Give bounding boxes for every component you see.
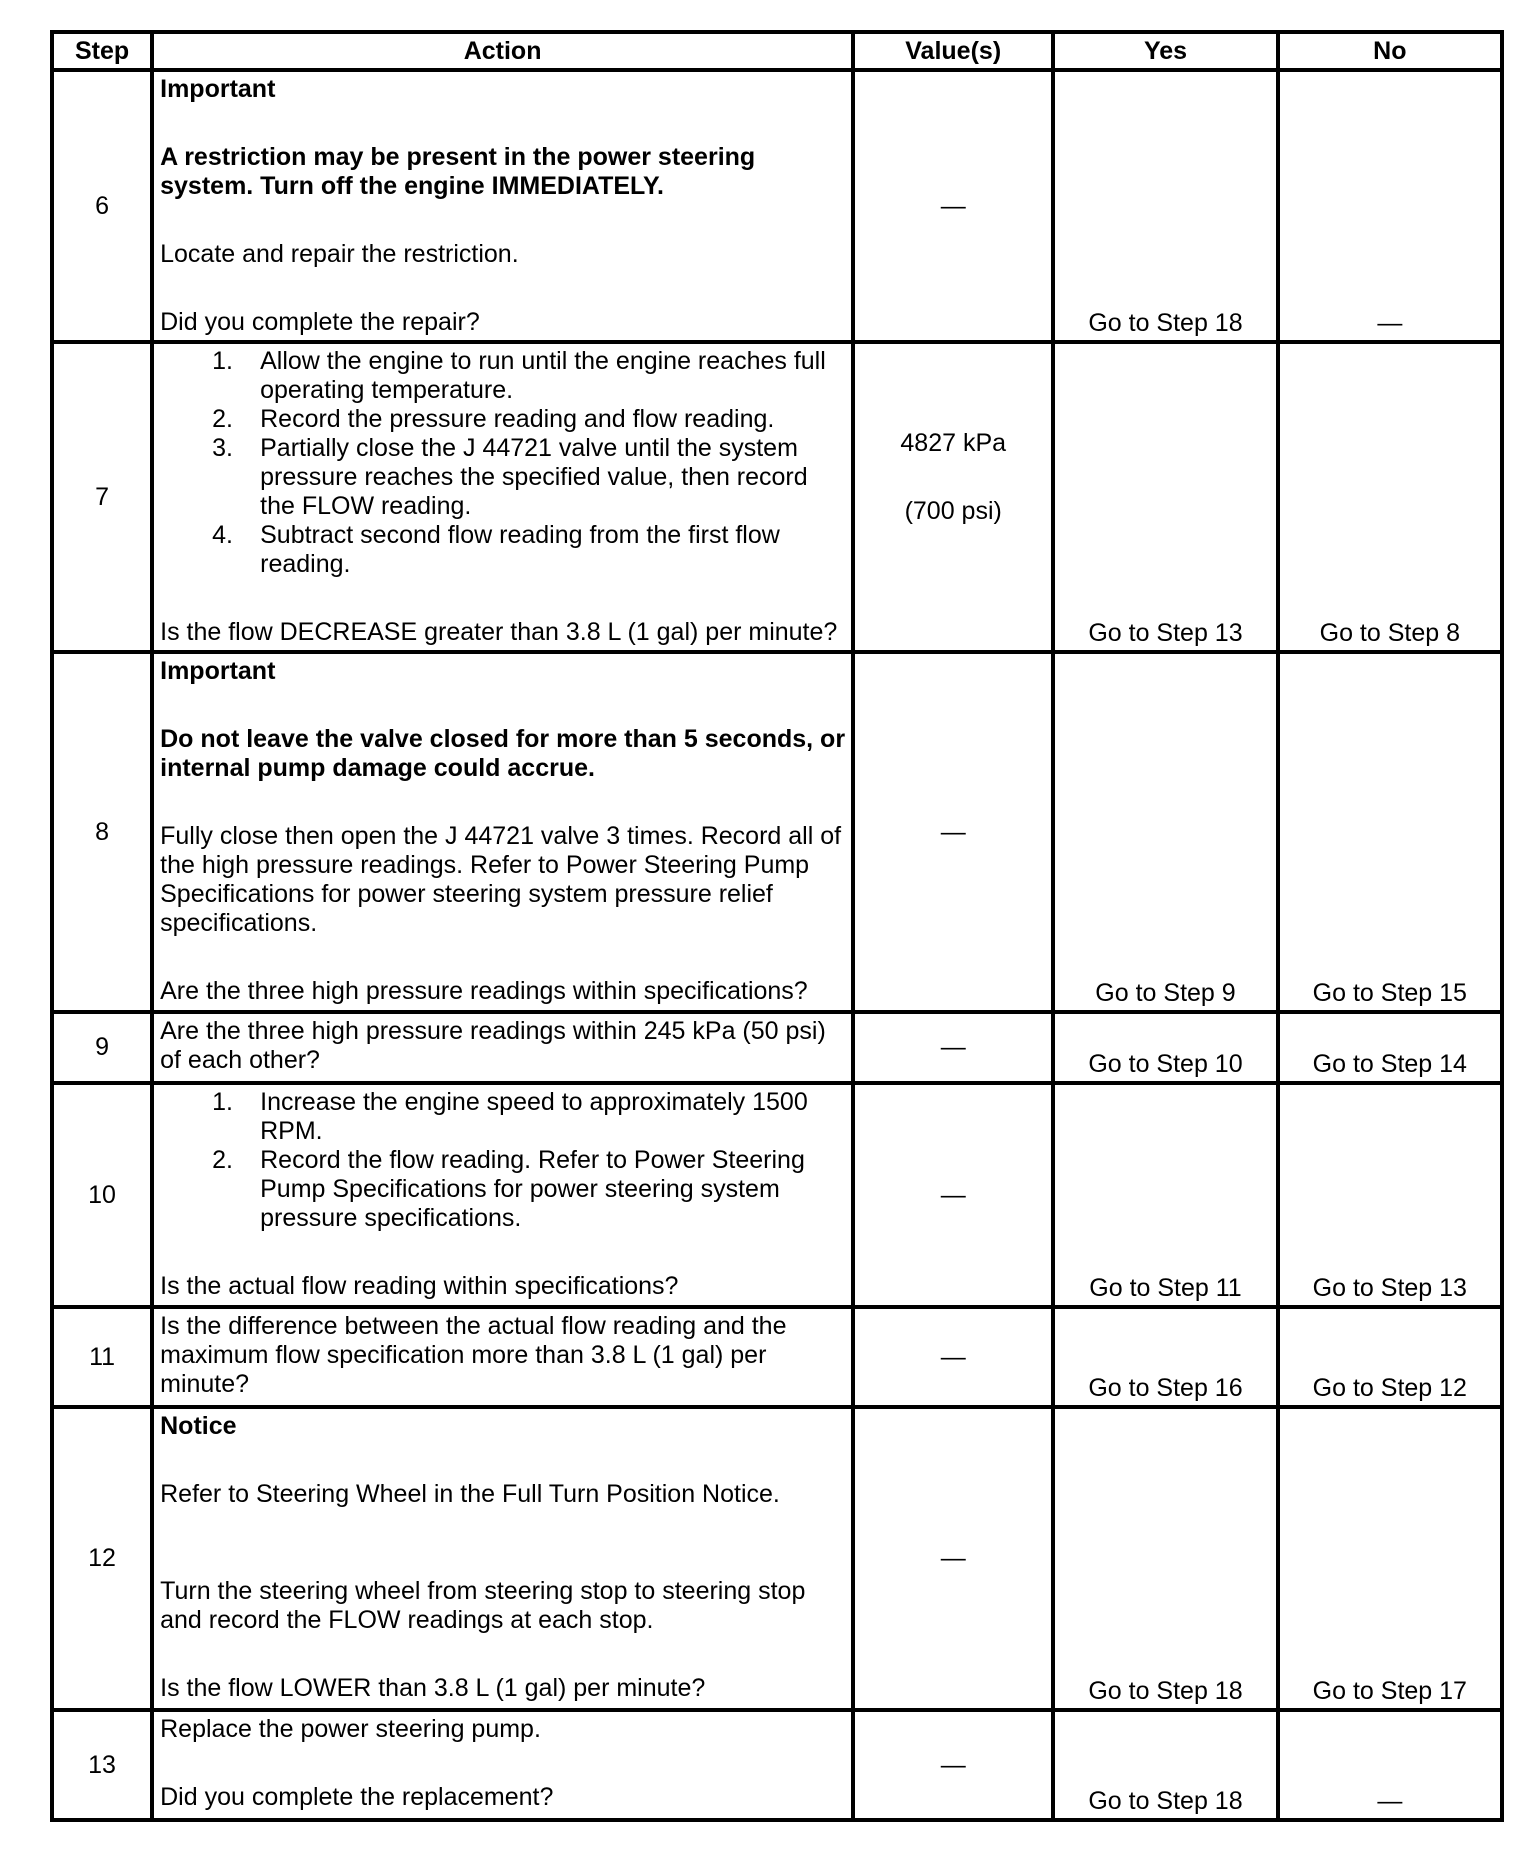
value-psi: (700 psi) [904, 497, 1002, 525]
header-yes: Yes [1053, 32, 1277, 70]
value-cell [853, 1083, 1053, 1307]
action-cell [152, 1083, 853, 1307]
no-cell: Go to Step 15 [1278, 652, 1502, 1012]
numbered-list [160, 347, 845, 579]
list-number: 2. [212, 1146, 233, 1174]
list-item [206, 1088, 845, 1146]
action-text: Locate and repair the restriction. [160, 240, 519, 268]
action-text: the high pressure readings. Refer to Power Steering Pump [160, 851, 810, 879]
value-cell [853, 652, 1053, 1012]
yes-cell: Go to Step 16 [1053, 1307, 1277, 1407]
action-text: and record the FLOW readings at each stop. [160, 1606, 654, 1634]
important-text: system. Turn off the engine IMMEDIATELY. [160, 172, 664, 200]
value-cell [853, 1710, 1053, 1820]
value-cell [853, 1307, 1053, 1407]
action-text: Fully close then open the J 44721 valve 3 times. Record all of [160, 822, 842, 850]
question-text: Did you complete the replacement? [160, 1783, 554, 1811]
no-cell: Go to Step 17 [1278, 1407, 1502, 1710]
table-row-step-13 [52, 1710, 1502, 1820]
question-text: Did you complete the repair? [160, 308, 480, 336]
list-text: Record the flow reading. Refer to Power Steering [260, 1146, 805, 1174]
list-text: reading. [260, 550, 351, 578]
step-number: 11 [52, 1307, 152, 1407]
list-text: Record the pressure reading and flow reading. [260, 405, 775, 433]
table-row-step-11 [52, 1307, 1502, 1407]
action-text: Specifications for power steering system pressure relief [160, 880, 773, 908]
yes-cell: Go to Step 13 [1053, 342, 1277, 652]
action-text: Turn the steering wheel from steering stop to steering stop [160, 1577, 806, 1605]
notice-text: Refer to Steering Wheel in the Full Turn Position Notice. [160, 1480, 780, 1508]
list-text: the FLOW reading. [260, 492, 472, 520]
question-text: Are the three high pressure readings within specifications? [160, 977, 808, 1005]
step-number: 12 [52, 1407, 152, 1710]
list-item [206, 521, 845, 579]
yes-cell: Go to Step 18 [1053, 70, 1277, 342]
step-number: 8 [52, 652, 152, 1012]
header-no: No [1278, 32, 1502, 70]
numbered-list [160, 1088, 845, 1233]
header-step: Step [52, 32, 152, 70]
step-number: 9 [52, 1012, 152, 1083]
action-text: Are the three high pressure readings within 245 kPa (50 psi) [160, 1017, 826, 1045]
value-kpa: 4827 kPa [900, 429, 1007, 457]
action-text: Replace the power steering pump. [160, 1715, 541, 1743]
value-cell [853, 1012, 1053, 1083]
list-item [206, 347, 845, 405]
important-label: Important [160, 75, 276, 103]
list-number: 2. [212, 405, 233, 433]
list-text: RPM. [260, 1117, 323, 1145]
question-text: Is the flow LOWER than 3.8 L (1 gal) per minute? [160, 1674, 706, 1702]
no-cell: Go to Step 12 [1278, 1307, 1502, 1407]
important-text: A restriction may be present in the power steering [160, 143, 756, 171]
list-text: operating temperature. [260, 376, 514, 404]
no-cell: Go to Step 14 [1278, 1012, 1502, 1083]
list-item [206, 1146, 845, 1233]
step-number: 7 [52, 342, 152, 652]
list-number: 4. [212, 521, 233, 549]
action-cell [152, 652, 853, 1012]
table-row-step-10 [52, 1083, 1502, 1307]
value-cell [853, 70, 1053, 342]
action-text: Is the difference between the actual flow reading and the [160, 1312, 787, 1340]
list-text: Allow the engine to run until the engine reaches full [260, 347, 826, 375]
action-text: of each other? [160, 1046, 320, 1074]
list-text: pressure specifications. [260, 1204, 522, 1232]
value-text: — [940, 817, 966, 846]
important-text: internal pump damage could accrue. [160, 754, 595, 782]
important-text: Do not leave the valve closed for more than 5 seconds, or [160, 725, 846, 753]
table-row-step-6 [52, 70, 1502, 342]
diagnostic-table [50, 30, 1504, 1822]
no-cell: — [1278, 1710, 1502, 1820]
list-text: Pump Specifications for power steering system [260, 1175, 780, 1203]
step-number: 10 [52, 1083, 152, 1307]
list-number: 1. [212, 1088, 233, 1116]
notice-label: Notice [160, 1412, 237, 1440]
value-cell [853, 342, 1053, 652]
yes-cell: Go to Step 11 [1053, 1083, 1277, 1307]
action-cell [152, 1307, 853, 1407]
action-text: minute? [160, 1370, 250, 1398]
list-text: Increase the engine speed to approximately 1500 [260, 1088, 808, 1116]
value-text: — [940, 1033, 966, 1061]
yes-cell: Go to Step 9 [1053, 652, 1277, 1012]
yes-cell: Go to Step 18 [1053, 1407, 1277, 1710]
list-text: Subtract second flow reading from the first flow [260, 521, 780, 549]
action-cell [152, 70, 853, 342]
table-header-row [52, 32, 1502, 70]
value-text: — [940, 1180, 966, 1209]
list-text: Partially close the J 44721 valve until the system [260, 434, 798, 462]
list-number: 3. [212, 434, 233, 462]
table-row-step-8 [52, 652, 1502, 1012]
value-text: — [940, 1342, 966, 1371]
list-text: pressure reaches the specified value, then record [260, 463, 808, 491]
table-row-step-7 [52, 342, 1502, 652]
list-item [206, 434, 845, 521]
value-cell [853, 1407, 1053, 1710]
no-cell: — [1278, 70, 1502, 342]
list-number: 1. [212, 347, 233, 375]
list-item [206, 405, 845, 434]
step-number: 6 [52, 70, 152, 342]
important-label: Important [160, 657, 276, 685]
question-text: Is the actual flow reading within specifications? [160, 1272, 679, 1300]
table-row-step-9 [52, 1012, 1502, 1083]
action-text: maximum flow specification more than 3.8 L (1 gal) per [160, 1341, 767, 1369]
no-cell: Go to Step 13 [1278, 1083, 1502, 1307]
no-cell: Go to Step 8 [1278, 342, 1502, 652]
action-cell [152, 1407, 853, 1710]
header-action: Action [152, 32, 853, 70]
yes-cell: Go to Step 18 [1053, 1710, 1277, 1820]
action-cell [152, 342, 853, 652]
action-cell [152, 1710, 853, 1820]
action-cell [152, 1012, 853, 1083]
action-text: specifications. [160, 909, 318, 937]
step-number: 13 [52, 1710, 152, 1820]
yes-cell: Go to Step 10 [1053, 1012, 1277, 1083]
question-text: Is the flow DECREASE greater than 3.8 L (1 gal) per minute? [160, 618, 838, 646]
value-text: — [940, 191, 966, 220]
value-text: — [940, 1750, 966, 1779]
value-text: — [940, 1544, 966, 1572]
table-row-step-12 [52, 1407, 1502, 1710]
header-values: Value(s) [853, 32, 1053, 70]
